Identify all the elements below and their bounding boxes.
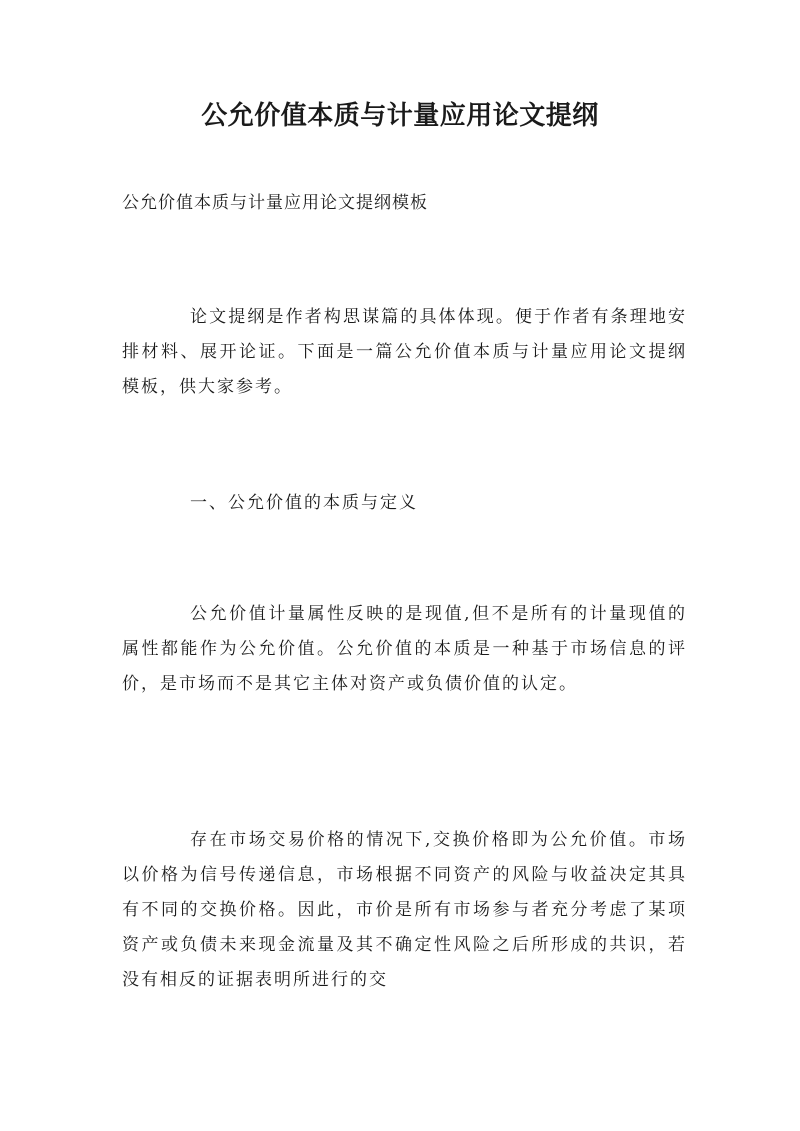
body-paragraph: 存在市场交易价格的情况下,交换价格即为公允价值。市场以价格为信号传递信息，市场根据不同资产的风险与收益决定其具有不同的交换价格。因此，市价是所有市场参与者充分考虑了某项资产或负债未来现金流量及其不确定性风险之后所形成的共识，若没有相反的证据表明所进行的交 <box>122 830 687 990</box>
section-heading: 一、公允价值的本质与定义 <box>190 493 418 513</box>
intro-paragraph: 论文提纲是作者构思谋篇的具体体现。便于作者有条理地安排材料、展开论证。下面是一篇公允价值本质与计量应用论文提纲模板，供大家参考。 <box>122 307 687 397</box>
body-paragraph: 公允价值计量属性反映的是现值,但不是所有的计量现值的属性都能作为公允价值。公允价值的本质是一种基于市场信息的评价，是市场而不是其它主体对资产或负债价值的认定。 <box>122 604 687 694</box>
document-title: 公允价值本质与计量应用论文提纲 <box>201 101 599 131</box>
document-subtitle: 公允价值本质与计量应用论文提纲模板 <box>122 193 428 213</box>
